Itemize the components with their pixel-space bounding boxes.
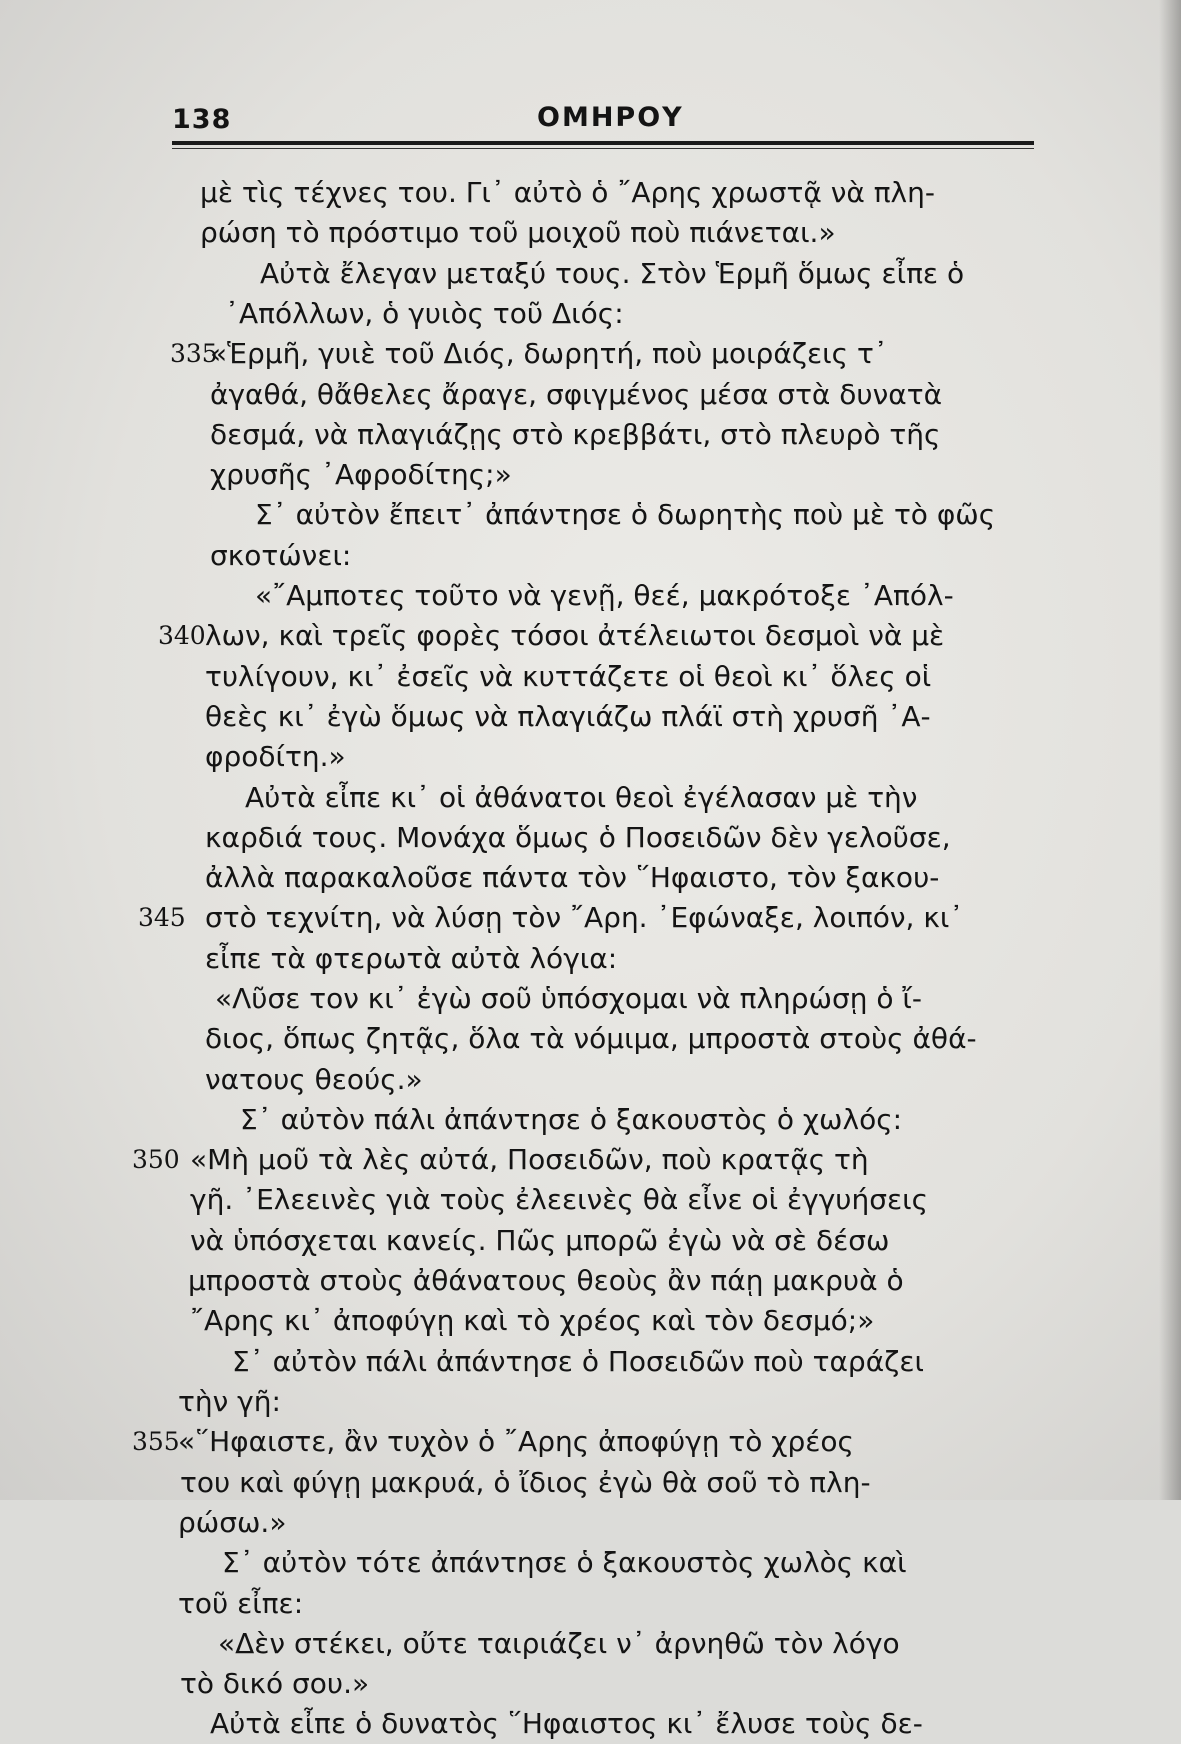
text-line: Σ᾽ αὐτὸν ἔπειτ᾽ ἀπάντησε ὁ δωρητὴς ποὺ μὲ τὸ φῶς: [255, 498, 996, 531]
text-line: Σ᾽ αὐτὸν πάλι ἀπάντησε ὁ ξακουστὸς ὁ χωλός:: [240, 1103, 903, 1136]
text-line: καρδιά τους. Μονάχα ὅμως ὁ Ποσειδῶν δὲν γελοῦσε,: [205, 821, 951, 854]
text-line: «Ἑρμῆ, γυιὲ τοῦ Διός, δωρητή, ποὺ μοιράζεις τ᾽: [210, 337, 888, 370]
verse-number: 345: [138, 903, 186, 932]
text-line: εἶπε τὰ φτερωτὰ αὐτὰ λόγια:: [205, 942, 618, 975]
header-rule: [172, 141, 1034, 145]
text-line: ρώση τὸ πρόστιμο τοῦ μοιχοῦ ποὺ πιάνεται.»: [200, 216, 836, 249]
text-line: σκοτώνει:: [210, 539, 352, 572]
verse-number: 355: [132, 1427, 180, 1456]
text-line: φροδίτη.»: [205, 740, 346, 773]
text-line: ἀλλὰ παρακαλοῦσε πάντα τὸν ῞Ηφαιστο, τὸν ξακου-: [205, 861, 940, 894]
text-line: ἀγαθά, θἄθελες ἄραγε, σφιγμένος μέσα στὰ δυνατὰ: [210, 378, 943, 411]
text-line: στὸ τεχνίτη, νὰ λύσῃ τὸν ῎Αρη. ᾽Εφώναξε, λοιπόν, κι᾽: [205, 901, 964, 934]
text-line: «῎Αμποτες τοῦτο νὰ γενῇ, θεέ, μακρότοξε ᾽Απόλ-: [255, 579, 954, 612]
page-edge-shadow: [1159, 0, 1181, 1500]
header-rule-thin: [172, 148, 1034, 149]
text-line: ρώσω.»: [178, 1506, 287, 1539]
text-line: Αὐτὰ εἶπε κι᾽ οἱ ἀθάνατοι θεοὶ ἐγέλασαν μὲ τὴν: [245, 781, 918, 814]
text-line: ῎Αρης κι᾽ ἀποφύγῃ καὶ τὸ χρέος καὶ τὸν δεσμό;»: [190, 1304, 875, 1337]
running-title: ΟΜΗΡΟΥ: [537, 102, 684, 133]
text-line: τυλίγουν, κι᾽ ἐσεῖς νὰ κυττάζετε οἱ θεοὶ κι᾽ ὅλες οἱ: [205, 660, 932, 693]
verse-number: 340: [158, 621, 206, 650]
text-line: «Λῦσε τον κι᾽ ἐγὼ σοῦ ὑπόσχομαι νὰ πληρώσῃ ὁ ἴ-: [215, 982, 922, 1015]
text-line: Σ᾽ αὐτὸν πάλι ἀπάντησε ὁ Ποσειδῶν ποὺ ταράζει: [232, 1345, 925, 1378]
page-header: [172, 100, 1034, 140]
verse-number: 350: [132, 1145, 180, 1174]
text-line: δεσμά, νὰ πλαγιάζῃς στὸ κρεββάτι, στὸ πλευρὸ τῆς: [210, 418, 941, 451]
text-line: διος, ὅπως ζητᾷς, ὅλα τὰ νόμιμα, μπροστὰ στοὺς ἀθά-: [205, 1022, 977, 1055]
page-number: 138: [172, 104, 232, 135]
text-line: του καὶ φύγῃ μακρυά, ὁ ἴδιος ἐγὼ θὰ σοῦ τὸ πλη-: [180, 1466, 871, 1499]
text-line: «῞Ηφαιστε, ἂν τυχὸν ὁ ῎Αρης ἀποφύγῃ τὸ χρέος: [178, 1425, 854, 1458]
text-line: μπροστὰ στοὺς ἀθάνατους θεοὺς ἂν πάῃ μακρυὰ ὁ: [188, 1264, 904, 1297]
text-line: «Δὲν στέκει, οὔτε ταιριάζει ν᾽ ἀρνηθῶ τὸν λόγο: [218, 1627, 900, 1660]
text-line: νὰ ὑπόσχεται κανείς. Πῶς μπορῶ ἐγὼ νὰ σὲ δέσω: [190, 1224, 890, 1257]
text-line: τὸ δικό σου.»: [180, 1667, 370, 1700]
text-line: Αὐτὰ ἔλεγαν μεταξύ τους. Στὸν Ἑρμῆ ὅμως εἶπε ὁ: [260, 257, 965, 290]
text-line: χρυσῆς ᾽Αφροδίτης;»: [210, 458, 512, 491]
text-line: Σ᾽ αὐτὸν τότε ἀπάντησε ὁ ξακουστὸς χωλὸς καὶ: [222, 1546, 907, 1579]
text-line: «Μὴ μοῦ τὰ λὲς αὐτά, Ποσειδῶν, ποὺ κρατᾷς τὴ: [190, 1143, 869, 1176]
verse-number: 335: [170, 339, 218, 368]
text-line: Αὐτὰ εἶπε ὁ δυνατὸς ῞Ηφαιστος κι᾽ ἔλυσε τοὺς δε-: [210, 1707, 923, 1740]
text-line: λων, καὶ τρεῖς φορὲς τόσοι ἀτέλειωτοι δεσμοὶ νὰ μὲ: [205, 619, 945, 652]
text-line: ᾽Απόλλων, ὁ γυιὸς τοῦ Διός:: [225, 297, 624, 330]
text-line: τὴν γῆ:: [178, 1385, 281, 1418]
text-line: θεὲς κι᾽ ἐγὼ ὅμως νὰ πλαγιάζω πλάϊ στὴ χρυσῆ ᾽Α-: [205, 700, 931, 733]
text-line: τοῦ εἶπε:: [178, 1587, 304, 1620]
text-line: μὲ τὶς τέχνες του. Γι᾽ αὐτὸ ὁ ῎Αρης χρωστᾷ νὰ πλη-: [200, 176, 935, 209]
text-line: γῆ. ᾽Ελεεινὲς γιὰ τοὺς ἐλεεινὲς θὰ εἶνε οἱ ἐγγυήσεις: [190, 1183, 929, 1216]
text-line: νατους θεούς.»: [205, 1063, 423, 1096]
